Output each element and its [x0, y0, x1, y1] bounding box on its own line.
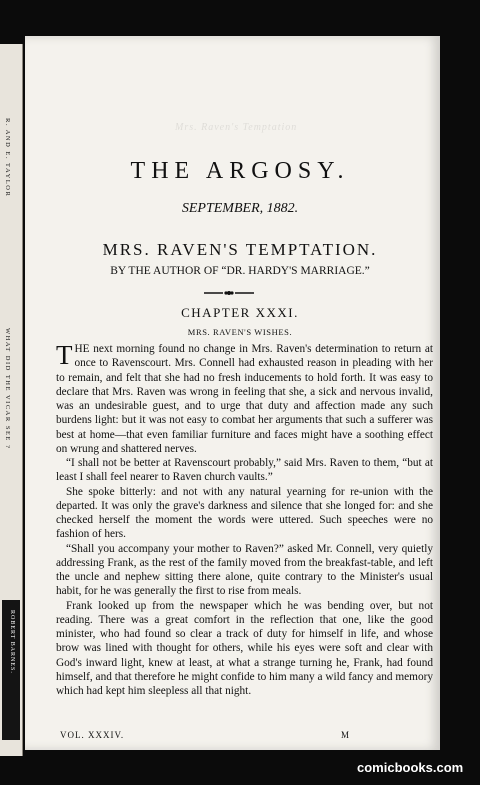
- chapter-subtitle: MRS. RAVEN'S WISHES.: [187, 327, 293, 337]
- ornament-divider-icon: [204, 289, 254, 297]
- show-through-text: Mrs. Raven's Temptation: [175, 122, 298, 133]
- watermark-text: comicbooks.com: [357, 760, 464, 775]
- paragraph-4: “Shall you accompany your mother to Raven?” asked Mr. Connell, very quietly addressing Frank, as the rest of the family moved from the breakfast-table, and left the uncle and nephew sitting there alone, quite contrary to the Minister's usual habit, for he was generally the first to rise from meals.: [56, 542, 433, 598]
- issue-date: SEPTEMBER, 1882.: [181, 201, 299, 216]
- spine-printer-text: ROBERT BARNES.: [9, 610, 15, 674]
- magazine-title: THE ARGOSY.: [130, 158, 350, 184]
- paragraph-1-text: HE next morning found no change in Mrs. Raven's determination to return at once to Ravenscourt. Mrs. Connell had exhausted reason in pleading with her to remain, and felt that she had no fresh inducements to hold forth. It was easy to declare that Mrs. Raven was wrong in feeling that she, a sick and nervous invalid, was an undesirable guest, and to urge that duty and affection made any such burdens light: but it was not easy to combat her arguments that such a sufferer was best at home—that even familiar furniture and faces might have a soothing effect on wrung and shattered nerves.: [56, 343, 433, 455]
- paragraph-1: [56, 342, 433, 456]
- body-text: [56, 342, 433, 698]
- paragraph-2: “I shall not be better at Ravenscourt probably,” said Mrs. Raven to them, “but at least I shall feel nearer to Raven church vaults.”: [56, 457, 433, 484]
- drop-cap: T: [56, 340, 73, 370]
- paragraph-3: She spoke bitterly: and not with any natural yearning for re-union with the departed. It was only the grave's darkness and silence that she longed for: and she checked herself the moment the words were uttered. Such speeches were no fashion of hers.: [56, 485, 433, 541]
- spine-title-text: WHAT DID THE VICAR SEE ?: [4, 328, 11, 450]
- spine-publisher-text: R. AND E. TAYLOR: [4, 118, 11, 198]
- paragraph-5: Frank looked up from the newspaper which he was bending over, but not reading. There was a great comfort in the reflection that one, like the good minister, who had found so clear a track of duty for himself in life, and whose brow was lined with thought for others, while his eyes were soft and clear with God's inward light, knew at least, at what a strange turning he, Frank, had found himself, and that therefore he might confide to him many a wild fancy and memory which had kept him sleepless all that night.: [56, 599, 433, 697]
- story-title: MRS. RAVEN'S TEMPTATION.: [102, 240, 378, 259]
- signature-mark: M: [341, 730, 350, 740]
- volume-number: VOL. XXXIV.: [60, 730, 125, 740]
- story-byline: BY THE AUTHOR OF “DR. HARDY'S MARRIAGE.”: [110, 265, 370, 277]
- chapter-heading: CHAPTER XXXI.: [181, 305, 299, 320]
